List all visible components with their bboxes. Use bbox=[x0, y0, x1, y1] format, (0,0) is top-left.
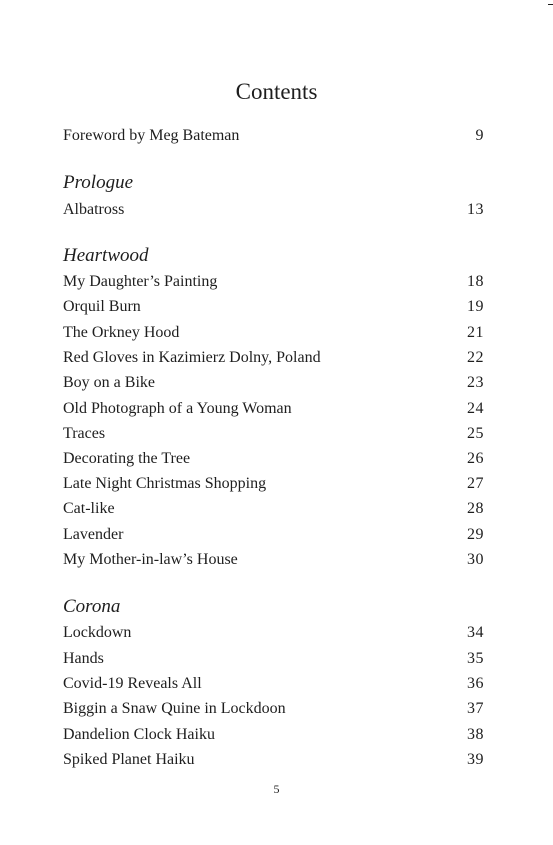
toc-entry bbox=[63, 348, 484, 368]
toc-entry-title: Traces bbox=[63, 425, 106, 442]
toc-entry-page: 13 bbox=[467, 201, 484, 218]
toc-entry-page: 19 bbox=[467, 298, 484, 315]
toc-entry bbox=[63, 649, 484, 669]
toc-entry-title: Lockdown bbox=[63, 624, 132, 641]
toc-entry-title: Lavender bbox=[63, 526, 124, 543]
toc-entry-page: 38 bbox=[467, 726, 484, 743]
toc-entry-page: 22 bbox=[467, 349, 484, 366]
toc-entry-title: Cat-like bbox=[63, 500, 115, 517]
toc-entry bbox=[63, 449, 484, 469]
toc-entry-page: 25 bbox=[467, 425, 484, 442]
section-heading-corona: Corona bbox=[63, 596, 121, 617]
toc-entry bbox=[63, 623, 484, 643]
toc-entry-title: Spiked Planet Haiku bbox=[63, 751, 195, 768]
toc-entry-title: Red Gloves in Kazimierz Dolny, Poland bbox=[63, 349, 321, 366]
toc-entry-title: Old Photograph of a Young Woman bbox=[63, 400, 292, 417]
toc-entry-title: Decorating the Tree bbox=[63, 450, 191, 467]
toc-entry-page: 21 bbox=[467, 324, 484, 341]
toc-entry bbox=[63, 699, 484, 719]
page-number: 5 bbox=[273, 782, 280, 796]
section-heading-prologue: Prologue bbox=[63, 172, 134, 193]
corner-mark bbox=[548, 4, 553, 5]
toc-entry bbox=[63, 272, 484, 292]
toc-entry-title: Boy on a Bike bbox=[63, 374, 155, 391]
toc-entry-title: Foreword by Meg Bateman bbox=[63, 127, 240, 144]
toc-entry-page: 39 bbox=[467, 751, 484, 768]
toc-entry bbox=[63, 550, 484, 570]
toc-entry-page: 28 bbox=[467, 500, 484, 517]
toc-entry bbox=[63, 323, 484, 343]
toc-entry-page: 18 bbox=[467, 273, 484, 290]
toc-entry-page: 36 bbox=[467, 675, 484, 692]
toc-entry-page: 27 bbox=[467, 475, 484, 492]
toc-entry bbox=[63, 424, 484, 444]
toc-entry-title: Orquil Burn bbox=[63, 298, 141, 315]
toc-entry bbox=[63, 399, 484, 419]
toc-entry bbox=[63, 200, 484, 220]
toc-entry-title: Albatross bbox=[63, 201, 125, 218]
section-heading-heartwood: Heartwood bbox=[63, 245, 149, 266]
toc-entry-title: Late Night Christmas Shopping bbox=[63, 475, 267, 492]
toc-entry-title: The Orkney Hood bbox=[63, 324, 180, 341]
toc-entry-page: 37 bbox=[467, 700, 484, 717]
toc-entry bbox=[63, 750, 484, 770]
page-title: Contents bbox=[235, 79, 318, 104]
toc-entry-title: Biggin a Snaw Quine in Lockdoon bbox=[63, 700, 286, 717]
toc-entry-title: My Mother-in-law’s House bbox=[63, 551, 238, 568]
toc-entry-page: 30 bbox=[467, 551, 484, 568]
toc-entry bbox=[63, 674, 484, 694]
toc-entry-page: 29 bbox=[467, 526, 484, 543]
toc-entry-page: 24 bbox=[467, 400, 484, 417]
toc-entry-page: 34 bbox=[467, 624, 484, 641]
toc-entry-foreword bbox=[63, 126, 484, 146]
toc-entry bbox=[63, 525, 484, 545]
toc-entry-title: Dandelion Clock Haiku bbox=[63, 726, 215, 743]
toc-entry-page: 23 bbox=[467, 374, 484, 391]
toc-entry-page: 35 bbox=[467, 650, 484, 667]
toc-entry bbox=[63, 499, 484, 519]
toc-entry bbox=[63, 474, 484, 494]
toc-entry bbox=[63, 297, 484, 317]
toc-entry-title: Hands bbox=[63, 650, 104, 667]
toc-entry-title: My Daughter’s Painting bbox=[63, 273, 218, 290]
toc-entry bbox=[63, 725, 484, 745]
toc-entry-title: Covid-19 Reveals All bbox=[63, 675, 202, 692]
toc-entry bbox=[63, 373, 484, 393]
toc-entry-page: 26 bbox=[467, 450, 484, 467]
toc-entry-page: 9 bbox=[475, 127, 484, 144]
